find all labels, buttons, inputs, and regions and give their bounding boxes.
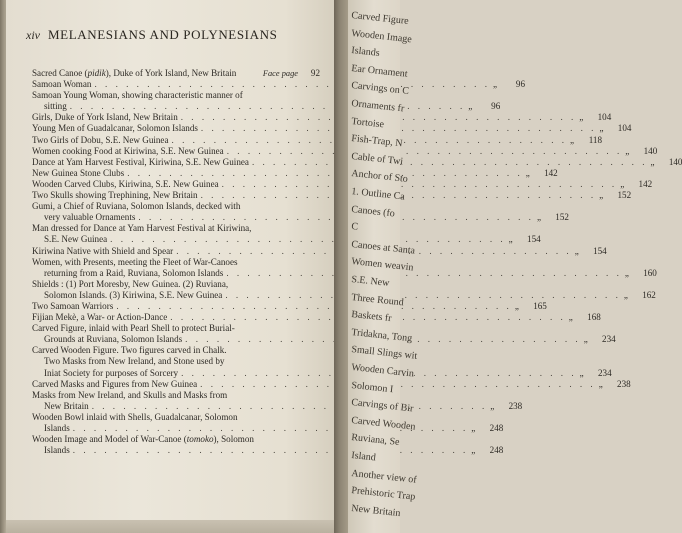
ditto-mark: „ <box>570 134 575 145</box>
page-reference: 238 <box>508 400 523 411</box>
entry-title-part: Fijian Mekè, a War- or Action-Dance <box>32 312 168 323</box>
ditto-mark: „ <box>568 312 573 323</box>
ditto-mark: „ <box>624 267 629 278</box>
entry-title <box>32 246 173 257</box>
entry-title <box>32 90 243 101</box>
entry-title-part: Shields : (1) Port Moresby, New Guinea. (2) Ruviana, <box>32 278 229 289</box>
entry-line <box>32 201 320 212</box>
entry-title-italic: tomoko <box>186 434 214 445</box>
entry-title <box>32 323 235 334</box>
ditto-mark: „ <box>623 289 628 300</box>
page-reference: 104 <box>617 123 632 134</box>
page-reference: 152 <box>617 190 632 201</box>
entry-title-part: Women cooking Food at Kiriwina, S.E. New Guinea <box>32 145 224 156</box>
ditto-mark: „ <box>625 145 630 156</box>
entry-title-part: S.E. New Guinea <box>44 234 108 245</box>
page-reference: 248 <box>489 423 504 433</box>
entry-line <box>32 445 504 456</box>
entry-title <box>32 401 89 412</box>
facing-page-text: 1. Outline Ca <box>350 186 406 203</box>
ditto-mark: „ <box>514 300 519 311</box>
entry-title-part: Masks from New Ireland, and Skulls and Masks from <box>32 389 228 400</box>
entry-title <box>32 223 251 234</box>
entry-line <box>32 412 320 423</box>
leader-dots <box>252 157 648 168</box>
entry-line <box>32 279 320 290</box>
facing-page-text: Solomon I <box>350 379 394 395</box>
entry-title-part: Two Samoan Warriors <box>32 300 114 311</box>
facing-page-text: Carvings on C <box>350 80 410 98</box>
ditto-mark: „ <box>598 378 603 389</box>
entry-title-part: Wooden Image and Model of War-Canoe ( <box>32 434 187 445</box>
leader-dots <box>225 290 621 301</box>
ditto-mark: „ <box>650 156 655 167</box>
ditto-mark: „ <box>574 245 579 256</box>
page-reference: 154 <box>593 245 607 256</box>
entry-title <box>32 123 198 134</box>
entry-line <box>32 434 320 445</box>
entry-title <box>32 423 70 434</box>
page-number: xiv <box>26 28 40 42</box>
facing-page-text: Fish-Trap, N <box>350 133 404 150</box>
page-header <box>26 28 326 46</box>
entry-line <box>32 345 320 356</box>
ditto-mark: „ <box>599 123 604 134</box>
page-reference: 142 <box>638 178 653 189</box>
entry-line <box>32 323 320 334</box>
entry-title <box>32 279 228 290</box>
page-reference: 118 <box>588 134 603 145</box>
facing-page-text: Canoes at Santa <box>350 238 416 257</box>
entry-title <box>32 334 182 345</box>
entry-title-part: Carved Masks and Figures from New Guinea <box>32 378 198 389</box>
entry-title-part: Two Skulls showing Trephining, New Britain <box>32 190 198 201</box>
entry-title-part: Solomon Islands. (3) Kiriwina, S.E. New Guinea <box>44 289 223 300</box>
leader-dots <box>222 179 618 190</box>
entry-title <box>32 390 227 401</box>
entry-title-italic: pidik <box>87 68 106 78</box>
page-reference: 165 <box>533 300 547 311</box>
facing-page-text: Baskets fr <box>350 309 393 325</box>
entry-title <box>32 234 107 245</box>
facing-page-text: Women weavin <box>350 256 414 274</box>
ditto-mark: „ <box>599 190 604 201</box>
leader-dots <box>226 268 622 279</box>
leader-dots <box>70 101 466 112</box>
entry-line <box>32 123 632 134</box>
page-reference: 96 <box>491 101 501 112</box>
facing-page-text: Tortoise <box>350 115 385 130</box>
entry-title <box>32 212 135 223</box>
entry-title-part: Grounds at Ruviana, Solomon Islands <box>44 334 183 345</box>
page-reference: 140 <box>668 156 682 167</box>
page-reference: 234 <box>597 367 612 378</box>
leader-dots <box>110 234 506 245</box>
entry-title-part: Sacred Canoe ( <box>32 68 88 78</box>
facing-page-text: Ornaments fr <box>350 98 405 115</box>
page-reference: 140 <box>643 145 658 156</box>
facing-page-text: Ruviana, Se <box>350 432 401 449</box>
facing-page-text: Ear Ornament <box>350 62 409 80</box>
page-reference: 142 <box>544 167 558 178</box>
entry-title-part: Samoan Woman <box>32 79 92 90</box>
entry-title <box>32 68 236 79</box>
page-reference: 162 <box>642 289 656 300</box>
facing-page-text: Carved Figure <box>350 10 410 27</box>
list-entry <box>32 145 658 157</box>
entry-title <box>32 168 124 179</box>
facing-page-text: C <box>350 221 359 233</box>
entry-title-part: Wooden Bowl inlaid with Shells, Guadalcanar, Solomon <box>32 411 238 422</box>
face-page-label: Face page <box>262 69 298 78</box>
ditto-mark: „ <box>536 212 541 223</box>
entry-title-part: Islands <box>44 423 70 433</box>
page-reference: 104 <box>597 112 612 123</box>
page-reference: 234 <box>602 334 616 345</box>
entry-title-part: Two Girls of Dobu, S.E. New Guinea <box>32 134 169 145</box>
spacer <box>236 68 259 79</box>
page-reference: 152 <box>555 212 569 223</box>
entry-title-part: Carved Wooden Figure. Two figures carved in Chalk. <box>32 345 227 356</box>
facing-page-text: Prehistoric Trap <box>350 485 416 503</box>
page-reference: 248 <box>489 445 504 456</box>
facing-page-text: Island <box>350 450 377 464</box>
list-entry <box>32 223 541 245</box>
facing-page-text: Carved Wooden <box>350 414 416 433</box>
entry-title <box>32 356 224 367</box>
entry-title-part: ), Solomon <box>213 434 254 445</box>
ditto-mark: „ <box>525 167 530 178</box>
leader-dots <box>227 146 623 157</box>
ditto-mark: „ <box>471 445 476 456</box>
entry-title <box>32 445 70 456</box>
entry-title <box>32 157 249 168</box>
entry-title <box>32 379 197 390</box>
entry-title-part: Islands <box>44 445 70 456</box>
ditto-mark: „ <box>508 234 513 245</box>
page-reference: 96 <box>515 79 525 90</box>
ditto-mark: „ <box>579 112 584 123</box>
entry-title-part: ), Duke of York Island, New Britain <box>105 68 237 78</box>
entry-line <box>32 267 657 279</box>
entry-line <box>32 178 653 190</box>
entry-title-part: Girls, Duke of York Island, New Britain <box>32 112 178 123</box>
entry-line <box>32 90 320 101</box>
entry-title-part: Women, with Presents, meeting the Fleet of War-Canoes <box>32 256 238 267</box>
facing-page-text: Wooden Carvin <box>350 362 415 380</box>
ditto-mark: „ <box>583 334 588 345</box>
facing-page-text: Another view of <box>350 467 418 486</box>
entry-title <box>32 146 224 157</box>
page-reference: 92 <box>310 68 320 78</box>
entry-title-part: Kiriwina Native with Shield and Spear <box>32 245 174 256</box>
book-gutter <box>334 0 348 533</box>
ditto-mark: „ <box>490 400 495 411</box>
ditto-mark: „ <box>468 101 473 112</box>
list-entry <box>32 123 632 134</box>
entry-title <box>32 290 222 301</box>
entry-title <box>32 345 227 356</box>
entry-title <box>32 190 198 201</box>
entry-title <box>32 312 167 323</box>
entry-title-part: Two Masks from New Ireland, and Stone used by <box>44 356 225 367</box>
entry-title-part: Wooden Carved Clubs, Kiriwina, S.E. New Guinea <box>32 178 219 189</box>
entry-title-part: sitting <box>44 101 67 112</box>
list-entry <box>32 68 320 79</box>
leader-dots <box>94 79 490 90</box>
entry-title-part: very valuable Ornaments <box>44 212 136 223</box>
entry-title <box>32 368 178 379</box>
facing-page-text: Small Slings wit <box>350 344 418 363</box>
facing-page-text: Three Round <box>350 291 405 309</box>
entry-title <box>32 112 178 123</box>
entry-title <box>32 179 219 190</box>
facing-page-text: Cable of Twi <box>350 150 404 168</box>
page-reference: 160 <box>643 267 657 278</box>
entry-line <box>32 145 658 157</box>
entry-title-part: New Britain <box>44 400 89 411</box>
facing-page-text: New Britain <box>350 502 401 519</box>
facing-page-text: Islands <box>350 45 381 60</box>
entry-title <box>32 79 91 90</box>
entry-title <box>32 201 240 212</box>
ditto-mark: „ <box>492 79 498 90</box>
entry-title-part: Dance at Yam Harvest Festival, Kiriwina, S.E. New Guinea <box>32 156 249 167</box>
entry-line <box>32 223 320 234</box>
facing-page-text: Wooden Image <box>350 27 413 45</box>
running-title: MELANESIANS AND POLYNESIANS <box>48 27 278 42</box>
entry-title-part: Samoan Young Woman, showing characteristic manner of <box>32 90 243 101</box>
entry-title <box>32 434 254 445</box>
ditto-mark: „ <box>579 367 584 378</box>
facing-page-text: Tridakna, Tong <box>350 326 413 345</box>
ditto-mark: „ <box>471 423 476 433</box>
facing-page-text: S.E. New <box>350 274 390 289</box>
page-bottom-edge <box>6 520 334 533</box>
ditto-mark: „ <box>620 178 625 189</box>
entry-title <box>32 412 238 423</box>
entry-line <box>32 257 320 268</box>
entry-title <box>32 268 223 279</box>
entry-title-part: Man dressed for Dance at Yam Harvest Festival at Kiriwina, <box>32 223 252 234</box>
facing-page-text: Anchor of Sto <box>350 168 409 186</box>
entry-line <box>32 68 320 79</box>
entry-line <box>32 234 541 245</box>
page-reference: 154 <box>527 234 541 245</box>
entry-line <box>32 390 320 401</box>
facing-page-text: Canoes (fo <box>350 203 396 220</box>
leader-dots <box>92 401 488 412</box>
entry-title-part: New Guinea Stone Clubs <box>32 167 125 178</box>
entry-title-part: Gumi, a Chief of Ruviana, Solomon Islands, decked with <box>32 201 241 212</box>
entry-title-part: Iniat Society for purposes of Sorcery <box>44 367 179 378</box>
entry-title <box>32 135 169 146</box>
entry-title <box>32 101 67 112</box>
leader-dots <box>127 168 523 179</box>
list-entry <box>32 178 653 190</box>
entry-title <box>32 301 113 312</box>
leader-dots <box>116 301 512 312</box>
facing-page-text: Carvings of Bir <box>350 397 414 415</box>
entry-line <box>32 212 569 223</box>
facing-page <box>348 0 418 533</box>
page-reference: 238 <box>617 378 631 389</box>
entry-title <box>32 257 238 268</box>
entry-title-part: Carved Figure, inlaid with Pearl Shell to protect Burial- <box>32 323 235 334</box>
entry-title-part: returning from a Raid, Ruviana, Solomon Islands <box>44 267 224 278</box>
entry-title-part: Young Men of Guadalcanar, Solomon Islands <box>32 123 198 134</box>
page-reference: 168 <box>587 312 601 323</box>
leader-dots <box>73 445 469 456</box>
entry-line <box>32 356 320 367</box>
